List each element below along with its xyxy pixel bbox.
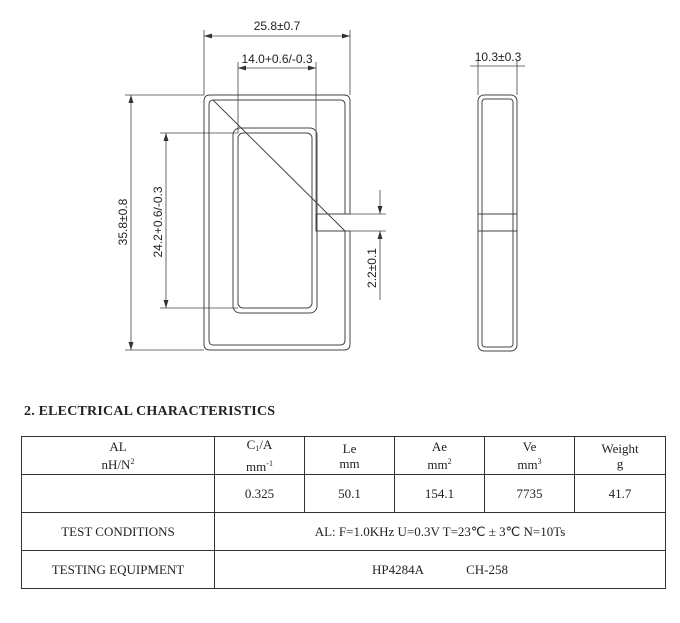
header-al: AL $nH/N^2$ — [22, 437, 215, 475]
test-conditions-value: AL: F=1.0KHz U=0.3V T=23℃ ± 3℃ N=10Ts — [215, 513, 666, 551]
equipment-fixture: CH-258 — [466, 561, 508, 577]
dim-inner-height: 24.2+0.6/-0.3 — [151, 186, 165, 258]
testing-equipment-row — [22, 551, 666, 589]
value-le: 50.1 — [305, 475, 395, 513]
test-conditions-label: TEST CONDITIONS — [22, 513, 215, 551]
header-weight: Weight g — [575, 437, 666, 475]
table-header-row — [22, 437, 666, 475]
window-outer — [233, 128, 317, 313]
value-weight: 41.7 — [575, 475, 666, 513]
dim-outer-width: 25.8±0.7 — [253, 19, 301, 33]
table-value-row — [22, 475, 666, 513]
dim-thickness: 10.3±0.3 — [474, 50, 522, 64]
testing-equipment-label: TESTING EQUIPMENT — [22, 551, 215, 589]
side-view-outer — [478, 95, 517, 351]
value-ve: 7735 — [485, 475, 575, 513]
test-conditions-row — [22, 513, 666, 551]
side-view-inner — [482, 99, 513, 347]
section-title: 2. ELECTRICAL CHARACTERISTICS — [24, 404, 276, 419]
equipment-model: HP4284A — [372, 561, 425, 577]
value-ae: 154.1 — [395, 475, 485, 513]
value-al — [22, 475, 215, 513]
dim-inner-width: 14.0+0.6/-0.3 — [241, 52, 313, 66]
header-ve: Ve $mm^3$ — [485, 437, 575, 475]
header-ae: Ae $mm^2$ — [395, 437, 485, 475]
electrical-table — [21, 436, 666, 589]
header-le: Le mm — [305, 437, 395, 475]
testing-equipment-value — [215, 551, 666, 589]
header-c1a: $C_1/A$ $mm^{-1}$ — [215, 437, 305, 475]
dim-gap: 2.2±0.1 — [365, 248, 379, 288]
value-c1a: 0.325 — [215, 475, 305, 513]
window-inner — [238, 133, 312, 308]
dim-outer-height: 35.8±0.8 — [116, 198, 130, 246]
